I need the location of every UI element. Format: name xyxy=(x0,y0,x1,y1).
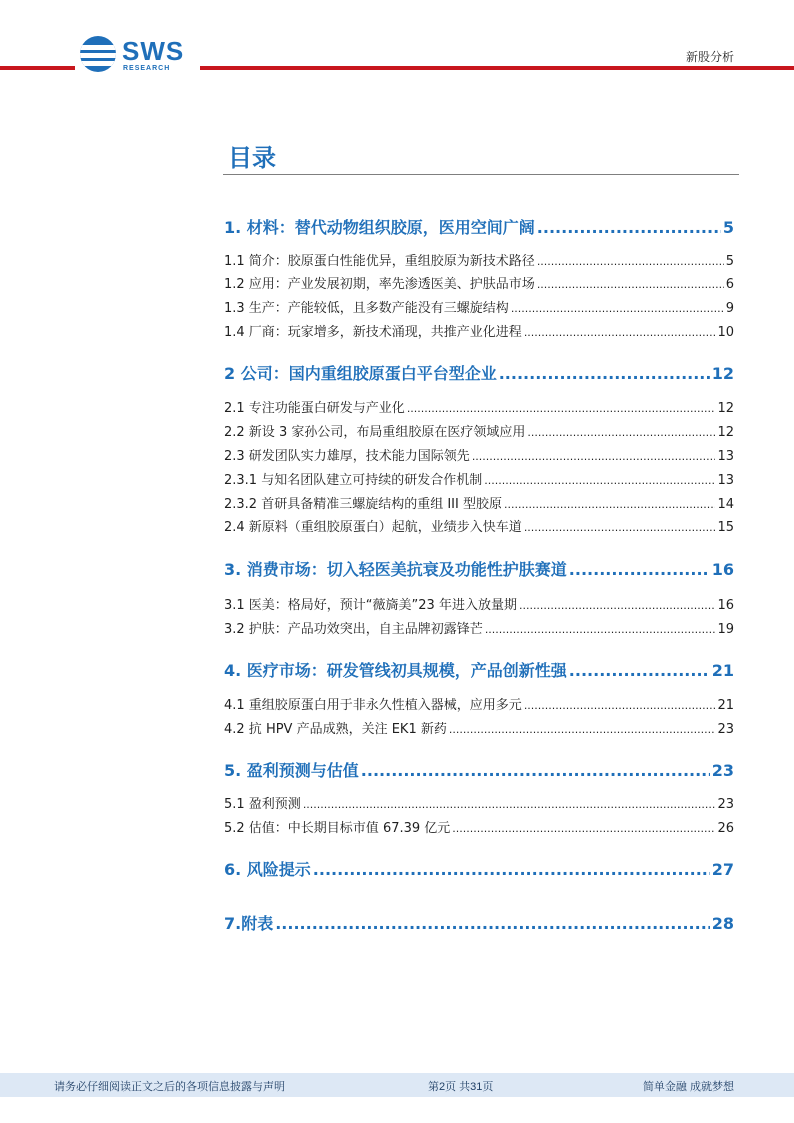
toc-entry-page: 12 xyxy=(711,364,734,383)
toc-leader-dots xyxy=(313,860,710,879)
toc-leader-dots xyxy=(524,699,716,712)
toc-entry-page: 23 xyxy=(717,722,734,737)
toc-entry-page: 9 xyxy=(725,301,734,316)
toc-entry[interactable] xyxy=(224,658,734,681)
toc-entry-title: 4. 医疗市场：研发管线初具规模，产品创新性强 xyxy=(224,661,567,680)
toc-leader-dots xyxy=(537,255,724,268)
toc-leader-dots xyxy=(303,798,716,811)
header-rule-right xyxy=(200,66,794,70)
logo-subtext: RESEARCH xyxy=(123,65,171,72)
toc-entry-title: 1.4 厂商：玩家增多，新技术涌现，共推产业化进程 xyxy=(224,325,522,340)
toc-entry[interactable] xyxy=(224,445,734,464)
toc-leader-dots xyxy=(472,450,716,463)
toc-entry-page: 12 xyxy=(717,425,734,440)
toc-entry-page: 23 xyxy=(717,797,734,812)
toc-entry-title: 1.1 简介：胶原蛋白性能优异，重组胶原为新技术路径 xyxy=(224,254,535,269)
toc-entry[interactable] xyxy=(224,493,734,512)
toc-entry-page: 13 xyxy=(717,473,734,488)
toc-leader-dots xyxy=(511,302,724,315)
toc-leader-dots xyxy=(527,426,715,439)
toc-entry[interactable] xyxy=(224,321,734,340)
toc-leader-dots xyxy=(524,326,716,339)
toc-entry-page: 13 xyxy=(717,449,734,464)
toc-entry[interactable] xyxy=(224,618,734,637)
toc-entry-page: 27 xyxy=(711,860,734,879)
toc-entry-page: 26 xyxy=(717,821,734,836)
toc-entry-title: 2.4 新原料（重组胶原蛋白）起航，业绩步入快车道 xyxy=(224,520,522,535)
toc-leader-dots xyxy=(449,723,716,736)
toc-entry[interactable] xyxy=(224,421,734,440)
toc-entry[interactable] xyxy=(224,817,734,836)
logo-mark-icon xyxy=(80,36,116,72)
toc-leader-dots xyxy=(524,521,716,534)
toc-entry-page: 12 xyxy=(717,401,734,416)
toc-title: 目录 xyxy=(228,144,276,172)
toc-entry[interactable] xyxy=(224,793,734,812)
toc-leader-dots xyxy=(361,761,710,780)
toc-entry[interactable] xyxy=(224,857,734,880)
toc-leader-dots xyxy=(485,623,716,636)
toc-entry-title: 5. 盈利预测与估值 xyxy=(224,761,359,780)
toc-entry-page: 28 xyxy=(711,914,734,933)
toc-entry[interactable] xyxy=(224,557,734,580)
toc-leader-dots xyxy=(569,560,710,579)
toc-entry[interactable] xyxy=(224,361,734,384)
toc-entry[interactable] xyxy=(224,911,734,934)
toc-entry-title: 3.2 护肤：产品功效突出，自主品牌初露锋芒 xyxy=(224,622,483,637)
toc-entry-title: 3.1 医美：格局好，预计“薇旖美”23 年进入放量期 xyxy=(224,598,517,613)
toc-entry[interactable] xyxy=(224,397,734,416)
toc-entry[interactable] xyxy=(224,215,734,238)
toc-entry-title: 2 公司：国内重组胶原蛋白平台型企业 xyxy=(224,364,497,383)
toc-leader-dots xyxy=(452,822,715,835)
toc-entry-page: 19 xyxy=(717,622,734,637)
logo-text: SWS xyxy=(122,36,185,66)
toc-leader-dots xyxy=(537,278,724,291)
footer-disclaimer: 请务必仔细阅读正文之后的各项信息披露与声明 xyxy=(54,1081,285,1093)
toc-leader-dots xyxy=(537,218,721,237)
toc-entry-title: 5.1 盈利预测 xyxy=(224,797,301,812)
toc-entry[interactable] xyxy=(224,594,734,613)
toc-entry-title: 2.3.2 首研具备精准三螺旋结构的重组 III 型胶原 xyxy=(224,497,502,512)
toc-entry-title: 1. 材料：替代动物组织胶原，医用空间广阔 xyxy=(224,218,535,237)
toc-entry-page: 15 xyxy=(717,520,734,535)
toc-leader-dots xyxy=(499,364,710,383)
toc-entry-page: 10 xyxy=(717,325,734,340)
toc-entry-page: 5 xyxy=(722,218,734,237)
toc-entry-title: 4.1 重组胶原蛋白用于非永久性植入器械，应用多元 xyxy=(224,698,522,713)
footer-page-number: 第2页 共31页 xyxy=(428,1081,494,1093)
toc-entry-title: 2.2 新设 3 家孙公司，布局重组胶原在医疗领域应用 xyxy=(224,425,526,440)
toc-entry-title: 6. 风险提示 xyxy=(224,860,311,879)
toc-entry-title: 1.2 应用：产业发展初期，率先渗透医美、护肤品市场 xyxy=(224,277,535,292)
toc-leader-dots xyxy=(519,599,716,612)
toc-entry-page: 5 xyxy=(725,254,734,269)
toc-entry-page: 16 xyxy=(717,598,734,613)
toc-entry-page: 14 xyxy=(717,497,734,512)
toc-entry[interactable] xyxy=(224,758,734,781)
toc-entry-title: 4.2 抗 HPV 产品成熟，关注 EK1 新药 xyxy=(224,722,447,737)
toc-entry-title: 2.1 专注功能蛋白研发与产业化 xyxy=(224,401,405,416)
toc-entry-title: 7.附表 xyxy=(224,914,274,933)
toc-entry[interactable] xyxy=(224,250,734,269)
toc-entry-title: 2.3.1 与知名团队建立可持续的研发合作机制 xyxy=(224,473,483,488)
toc-entry[interactable] xyxy=(224,694,734,713)
toc-entry-page: 16 xyxy=(711,560,734,579)
toc-entry[interactable] xyxy=(224,297,734,316)
page-footer xyxy=(0,1073,794,1097)
header-rule-left xyxy=(0,66,75,70)
toc-leader-dots xyxy=(504,498,715,511)
toc-entry-page: 6 xyxy=(725,277,734,292)
toc-entry-title: 1.3 生产：产能较低，且多数产能没有三螺旋结构 xyxy=(224,301,509,316)
company-logo xyxy=(80,36,190,76)
toc-entry-title: 2.3 研发团队实力雄厚，技术能力国际领先 xyxy=(224,449,470,464)
toc-entry-page: 21 xyxy=(717,698,734,713)
toc-leader-dots xyxy=(407,402,716,415)
toc-entry-title: 5.2 估值：中长期目标市值 67.39 亿元 xyxy=(224,821,451,836)
toc-leader-dots xyxy=(569,661,710,680)
toc-entry-page: 23 xyxy=(711,761,734,780)
toc-entry[interactable] xyxy=(224,718,734,737)
toc-entry[interactable] xyxy=(224,469,734,488)
toc-entry-title: 3. 消费市场：切入轻医美抗衰及功能性护肤赛道 xyxy=(224,560,567,579)
toc-leader-dots xyxy=(275,914,710,933)
toc-leader-dots xyxy=(484,474,715,487)
toc-entry-page: 21 xyxy=(711,661,734,680)
toc-entry[interactable] xyxy=(224,516,734,535)
footer-slogan: 简单金融 成就梦想 xyxy=(642,1081,734,1093)
toc-entry[interactable] xyxy=(224,273,734,292)
report-type-tag: 新股分析 xyxy=(685,50,734,64)
title-divider xyxy=(223,174,739,175)
